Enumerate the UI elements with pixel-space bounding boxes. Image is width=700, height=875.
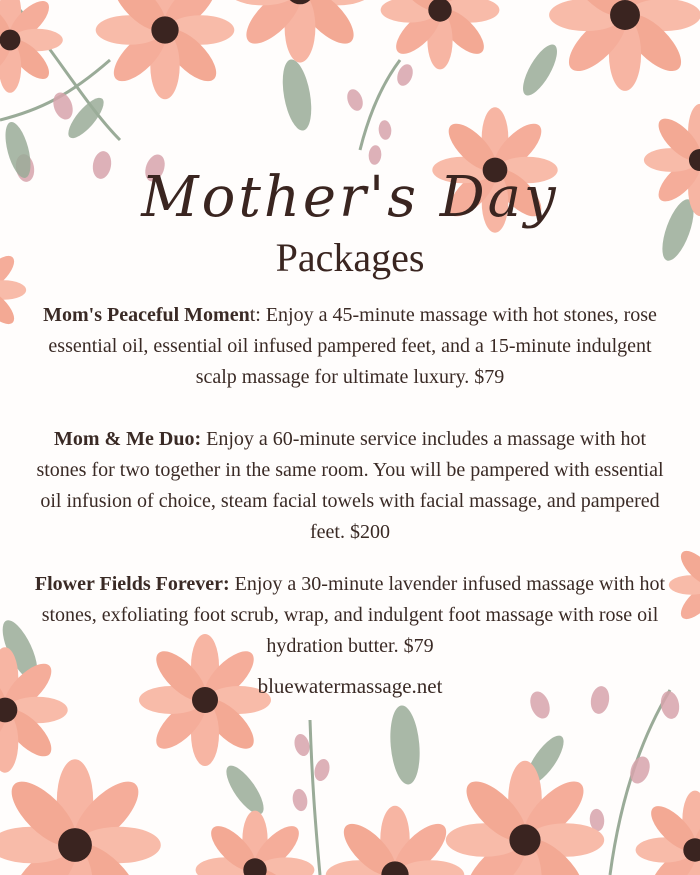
title-script: Mother's Day: [141, 165, 559, 230]
package-flower-fields-forever: [30, 569, 670, 662]
package-mom-and-me-duo: [30, 424, 670, 548]
flower-bottom-center-left: [196, 811, 315, 875]
package-peaceful-moment: [30, 300, 670, 393]
flower-bottom-right: [446, 761, 604, 875]
flower-bottom-left: [0, 759, 161, 875]
top-center-foliage: [278, 57, 416, 165]
package-name-tail: t: [249, 304, 256, 326]
flower-top-center: [227, 0, 372, 63]
package-name: Mom's Peaceful Momen: [43, 304, 250, 326]
title-packages: Packages: [275, 235, 425, 280]
flower-top-right: [549, 0, 700, 91]
package-name: Flower Fields Forever:: [34, 573, 230, 595]
flower-top-left-small: [0, 0, 63, 93]
website-text: bluewatermassage.net: [257, 674, 443, 698]
flower-top-center-right: [381, 0, 500, 69]
flower-right-mid-edge: [669, 539, 700, 631]
package-description: : Enjoy a 45-minute massage with hot stones, rose essential oil, essential oil infused pampered feet, and a 15-minute indulgent scalp massage for ultimate luxury. $79: [48, 304, 657, 388]
package-description: Enjoy a 30-minute lavender infused massage with hot stones, exfoliating foot scrub, wrap, and indulgent foot massage with rose oil hydration butter. $79: [41, 573, 666, 657]
flower-bottom-right-edge: [636, 791, 700, 875]
package-description: Enjoy a 60-minute service includes a massage with hot stones for two together in the same room. You will be pampered with essential oil infusion of choice, steam facial towels with facial massage, and pampered feet. $200: [36, 428, 664, 543]
flower-top-left: [96, 0, 235, 99]
flower-bottom-center: [326, 806, 465, 875]
package-name: Mom & Me Duo:: [53, 428, 202, 450]
